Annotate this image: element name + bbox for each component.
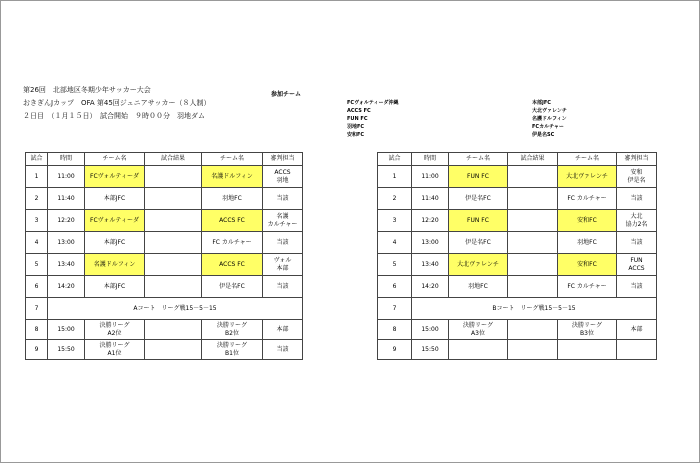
referee: ヴォル 本部 [263,254,303,276]
table-row [26,232,303,254]
match-no: 9 [26,340,48,360]
match-time: 14:20 [412,276,449,298]
match-result [508,166,558,188]
table-row [378,232,657,254]
match-no: 3 [26,210,48,232]
participant: FCカルチャー [532,124,564,130]
table-header-row [26,153,303,166]
cup-subtitle: おきぎんJカップ OFA 第45回ジュニアサッカー（８人制） [23,99,211,107]
referee: 安和 伊是名 [617,166,657,188]
team-2: 決勝リーグ B1位 [202,340,263,360]
final-row [378,340,657,360]
match-time: 11:00 [48,166,85,188]
table-row [26,166,303,188]
match-result [145,210,202,232]
participant: 名護ドルフィン [532,116,567,122]
match-result [508,188,558,210]
match-no: 6 [378,276,412,298]
table-row [378,210,657,232]
col-header-referee: 審判担当 [617,153,657,166]
match-no: 7 [26,298,48,320]
col-header-match: 試合 [378,153,412,166]
match-no: 2 [26,188,48,210]
team-1: FCヴォルティーダ [85,210,145,232]
referee: 当該 [617,188,657,210]
team-1: 本部JFC [85,188,145,210]
match-result [508,210,558,232]
team-2 [558,340,617,360]
team-1: 決勝リーグ A1位 [85,340,145,360]
league-row [26,298,303,320]
referee: 名護 カルチャー [263,210,303,232]
team-1: FUN FC [449,166,508,188]
participants-label: 参加チーム [271,91,302,98]
referee [617,340,657,360]
match-result [508,254,558,276]
final-row [26,320,303,340]
referee: FUN ACCS [617,254,657,276]
match-no: 1 [26,166,48,188]
table-row [378,276,657,298]
court-a-schedule-table [25,152,303,360]
col-header-result: 試合結果 [145,153,202,166]
match-no: 2 [378,188,412,210]
col-header-result: 試合結果 [508,153,558,166]
match-time: 13:00 [48,232,85,254]
match-result [508,320,558,340]
match-no: 8 [26,320,48,340]
team-1: 決勝リーグ A3位 [449,320,508,340]
table-row [378,188,657,210]
referee: 本部 [263,320,303,340]
referee: ACCS 羽地 [263,166,303,188]
match-result [508,340,558,360]
team-1: FUN FC [449,210,508,232]
match-result [508,276,558,298]
referee: 当該 [263,340,303,360]
tournament-title: 第26回 北部地区冬期少年サッカー大会 [23,86,151,94]
referee: 当該 [617,232,657,254]
table-row [26,188,303,210]
team-1: 伊是名FC [449,188,508,210]
match-result [508,232,558,254]
team-2: 羽地FC [202,188,263,210]
match-no: 5 [378,254,412,276]
match-no: 3 [378,210,412,232]
participant: 本部JFC [532,100,551,106]
participant: 安和FC [347,132,365,138]
team-2: FC カルチャー [202,232,263,254]
team-2: 決勝リーグ B3位 [558,320,617,340]
team-2: FC カルチャー [558,276,617,298]
team-1: 名護ドルフィン [85,254,145,276]
referee: 当該 [263,276,303,298]
table-header-row [378,153,657,166]
match-result [145,188,202,210]
referee: 当該 [263,188,303,210]
match-result [145,254,202,276]
day-info: ２日目 （１月１５日） 試合開始 ９時００分 羽地ダム [23,112,205,120]
participant: 羽地FC [347,124,365,130]
participant: 伊是名SC [532,132,555,138]
match-time: 11:40 [48,188,85,210]
col-header-time: 時間 [48,153,85,166]
match-result [145,232,202,254]
match-time: 15:50 [48,340,85,360]
participant: FUN FC [347,116,368,122]
team-1: 大北ヴァレンチ [449,254,508,276]
team-1: 伊是名FC [449,232,508,254]
referee: 大北 協力2名 [617,210,657,232]
referee: 当該 [617,276,657,298]
team-1: 本部JFC [85,232,145,254]
match-time: 11:00 [412,166,449,188]
team-2: ACCS FC [202,254,263,276]
col-header-team: チーム名 [202,153,263,166]
match-no: 7 [378,298,412,320]
team-2: 伊是名FC [202,276,263,298]
team-1: 決勝リーグ A2位 [85,320,145,340]
participant: 大北ヴァレンチ [532,108,567,114]
final-row [26,340,303,360]
match-no: 5 [26,254,48,276]
team-1: 羽地FC [449,276,508,298]
match-time: 15:00 [48,320,85,340]
final-row [378,320,657,340]
team-2: 安和FC [558,254,617,276]
col-header-referee: 審判担当 [263,153,303,166]
team-2: 大北ヴァレンチ [558,166,617,188]
match-time: 11:40 [412,188,449,210]
match-result [145,276,202,298]
match-time: 14:20 [48,276,85,298]
table-row [26,254,303,276]
col-header-team: チーム名 [449,153,508,166]
match-no: 4 [26,232,48,254]
match-no: 1 [378,166,412,188]
participant: ACCS FC [347,108,371,114]
match-time: 13:40 [412,254,449,276]
participant: FCヴォルティーダ沖縄 [347,100,399,106]
match-time: 13:40 [48,254,85,276]
team-1: FCヴォルティーダ [85,166,145,188]
match-time: 12:20 [48,210,85,232]
team-2: 羽地FC [558,232,617,254]
match-time: 13:00 [412,232,449,254]
table-row [378,254,657,276]
col-header-team: チーム名 [558,153,617,166]
match-no: 4 [378,232,412,254]
col-header-team: チーム名 [85,153,145,166]
match-no: 8 [378,320,412,340]
col-header-time: 時間 [412,153,449,166]
team-2: ACCS FC [202,210,263,232]
table-row [26,210,303,232]
league-row [378,298,657,320]
team-2: 決勝リーグ B2位 [202,320,263,340]
match-time: 15:50 [412,340,449,360]
match-result [145,340,202,360]
team-1 [449,340,508,360]
match-no: 6 [26,276,48,298]
referee: 当該 [263,232,303,254]
team-1: 本部JFC [85,276,145,298]
match-result [145,166,202,188]
table-row [26,276,303,298]
referee: 本部 [617,320,657,340]
team-2: 安和FC [558,210,617,232]
participants-col2 [532,99,567,139]
league-info: Aコート リーグ戦15－5－15 [48,298,303,320]
match-time: 15:00 [412,320,449,340]
col-header-match: 試合 [26,153,48,166]
team-2: 名護ドルフィン [202,166,263,188]
court-b-schedule-table [377,152,657,360]
match-time: 12:20 [412,210,449,232]
team-2: FC カルチャー [558,188,617,210]
match-no: 9 [378,340,412,360]
league-info: Bコート リーグ戦15－5－15 [412,298,657,320]
participants-col1 [347,99,399,139]
table-row [378,166,657,188]
match-result [145,320,202,340]
